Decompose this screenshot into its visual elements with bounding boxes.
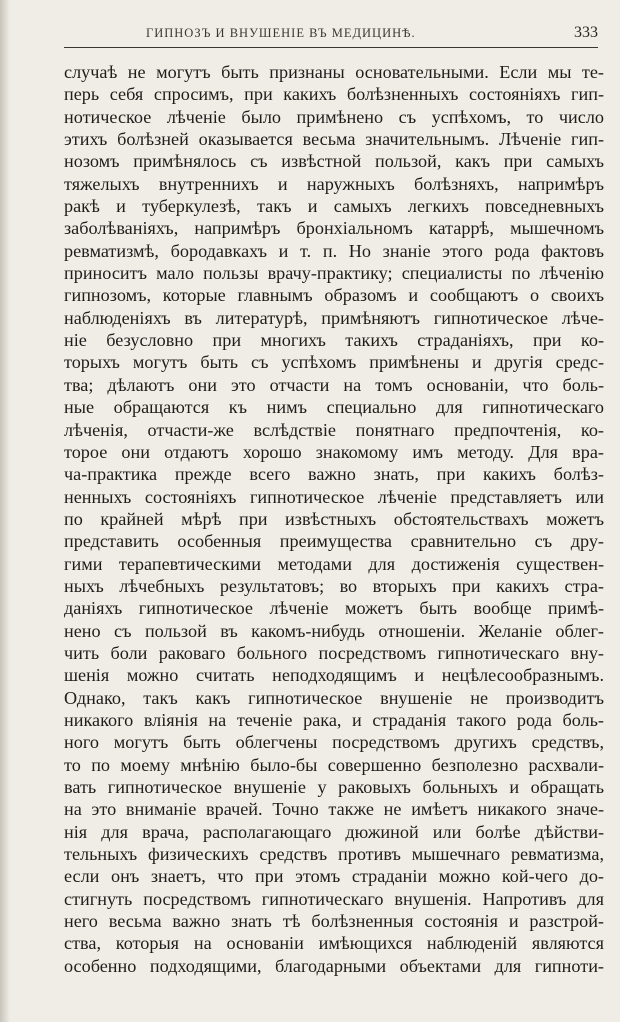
- text-line: нозомъ примѣнялось съ извѣстной пользой, какъ при самыхъ: [64, 151, 604, 172]
- text-line: тва; дѣлаютъ они это отчасти на томъ основаніи, что боль-: [64, 374, 604, 395]
- text-line: нія для врача, располагающаго дюжиной или болѣе дѣйстви-: [64, 821, 604, 842]
- text-line: ные обращаются къ нимъ специально для гипнотическаго: [64, 397, 604, 418]
- text-line: чить боли раковаго больного посредствомъ гипнотическаго вну-: [64, 642, 604, 663]
- text-line: тяжелыхъ внутреннихъ и наружныхъ болѣзняхъ, напримѣръ: [64, 173, 604, 194]
- text-line: стигнуть посредствомъ гипнотическаго внушенія. Напротивъ для: [64, 888, 604, 909]
- text-line: никакого вліянія на теченіе рака, и страданія такого рода боль-: [64, 709, 604, 730]
- text-line: даніяхъ гипнотическое лѣченіе можетъ быть вообще примѣ-: [64, 598, 604, 619]
- text-line: приноситъ мало пользы врачу-практику; специалисты по лѣченію: [64, 263, 604, 284]
- header-rule: [64, 47, 598, 48]
- text-line: если онъ знаетъ, что при этомъ страданіи можно кой-чего до-: [64, 866, 604, 887]
- text-line: случаѣ не могутъ быть признаны основательными. Если мы те-: [64, 62, 604, 82]
- text-line: торыхъ могутъ быть съ успѣхомъ примѣнены и другія средс-: [64, 352, 604, 373]
- page-header: [84, 24, 598, 46]
- text-line: нотическое лѣченіе было примѣнено съ успѣхомъ, то число: [64, 106, 604, 127]
- text-line: него весьма важно знать тѣ болѣзненныя состоянія и разстрой-: [64, 911, 604, 932]
- text-line: то по моему мнѣнію было-бы совершенно безполезно расхвали-: [64, 754, 604, 775]
- text-line: заболѣваніяхъ, напримѣръ бронхіальномъ катаррѣ, мышечномъ: [64, 218, 604, 239]
- text-line: торое они отдаютъ хорошо знакомому имъ методу. Для вра-: [64, 441, 604, 462]
- text-line: вать гипнотическое внушеніе у раковыхъ больныхъ и обращать: [64, 777, 604, 797]
- text-line: ча-практика прежде всего важно знать, при какихъ болѣз-: [64, 464, 604, 485]
- text-line: гипнозомъ, которые главнымъ образомъ и сообщаютъ о своихъ: [64, 285, 604, 306]
- text-line: гими терапевтическими методами для достиженія существен-: [64, 553, 604, 574]
- text-line: ракѣ и туберкулезѣ, такъ и самыхъ легкихъ повседневныхъ: [64, 196, 604, 217]
- page-edge-shadow: [0, 0, 10, 1022]
- text-line: ного могутъ быть облегчены посредствомъ другихъ средствъ,: [64, 732, 604, 753]
- text-line: перь себя спросимъ, при какихъ болѣзненныхъ состояніяхъ гип-: [64, 84, 604, 105]
- text-line: ныхъ лѣчебныхъ результатовъ; во вторыхъ при какихъ стра-: [64, 575, 604, 596]
- text-line: на это вниманіе врачей. Точно также не имѣетъ никакого значе-: [64, 799, 604, 820]
- text-line: шенія можно считать неподходящимъ и нецѣлесообразнымъ.: [64, 665, 604, 686]
- text-line: ревматизмѣ, бородавкахъ и т. п. Но знаніе этого рода фактовъ: [64, 240, 604, 261]
- text-line: представить особенныя преимущества сравнительно съ дру-: [64, 531, 604, 552]
- text-line: ства, которыя на основаніи имѣющихся наблюденій являются: [64, 933, 604, 954]
- text-line: наблюденіяхъ въ литературѣ, примѣняютъ гипнотическое лѣче-: [64, 307, 604, 328]
- text-line: по крайней мѣрѣ при извѣстныхъ обстоятельствахъ можетъ: [64, 508, 604, 529]
- running-head: ГИПНОЗЪ И ВНУШЕНІЕ ВЪ МЕДИЦИНѢ.: [146, 26, 416, 40]
- text-line: нено съ пользой въ какомъ-нибудь отношеніи. Желаніе облег-: [64, 620, 604, 641]
- body-text: [64, 61, 604, 977]
- page-number: 333: [574, 24, 598, 41]
- text-line: Однако, такъ какъ гипнотическое внушеніе не производитъ: [64, 687, 604, 708]
- text-line: этихъ болѣзней оказывается весьма значительнымъ. Лѣченіе гип-: [64, 129, 604, 150]
- text-line: ніе безусловно при многихъ такихъ страданіяхъ, при ко-: [64, 330, 604, 351]
- text-line: особенно подходящими, благодарными объектами для гипноти-: [64, 955, 604, 976]
- text-line: тельныхъ физическихъ средствъ противъ мышечнаго ревматизма,: [64, 844, 604, 865]
- text-line: ненныхъ состояніяхъ гипнотическое лѣченіе представляетъ или: [64, 486, 604, 507]
- text-line: лѣченія, отчасти-же вслѣдствіе понятнаго предпочтенія, ко-: [64, 419, 604, 440]
